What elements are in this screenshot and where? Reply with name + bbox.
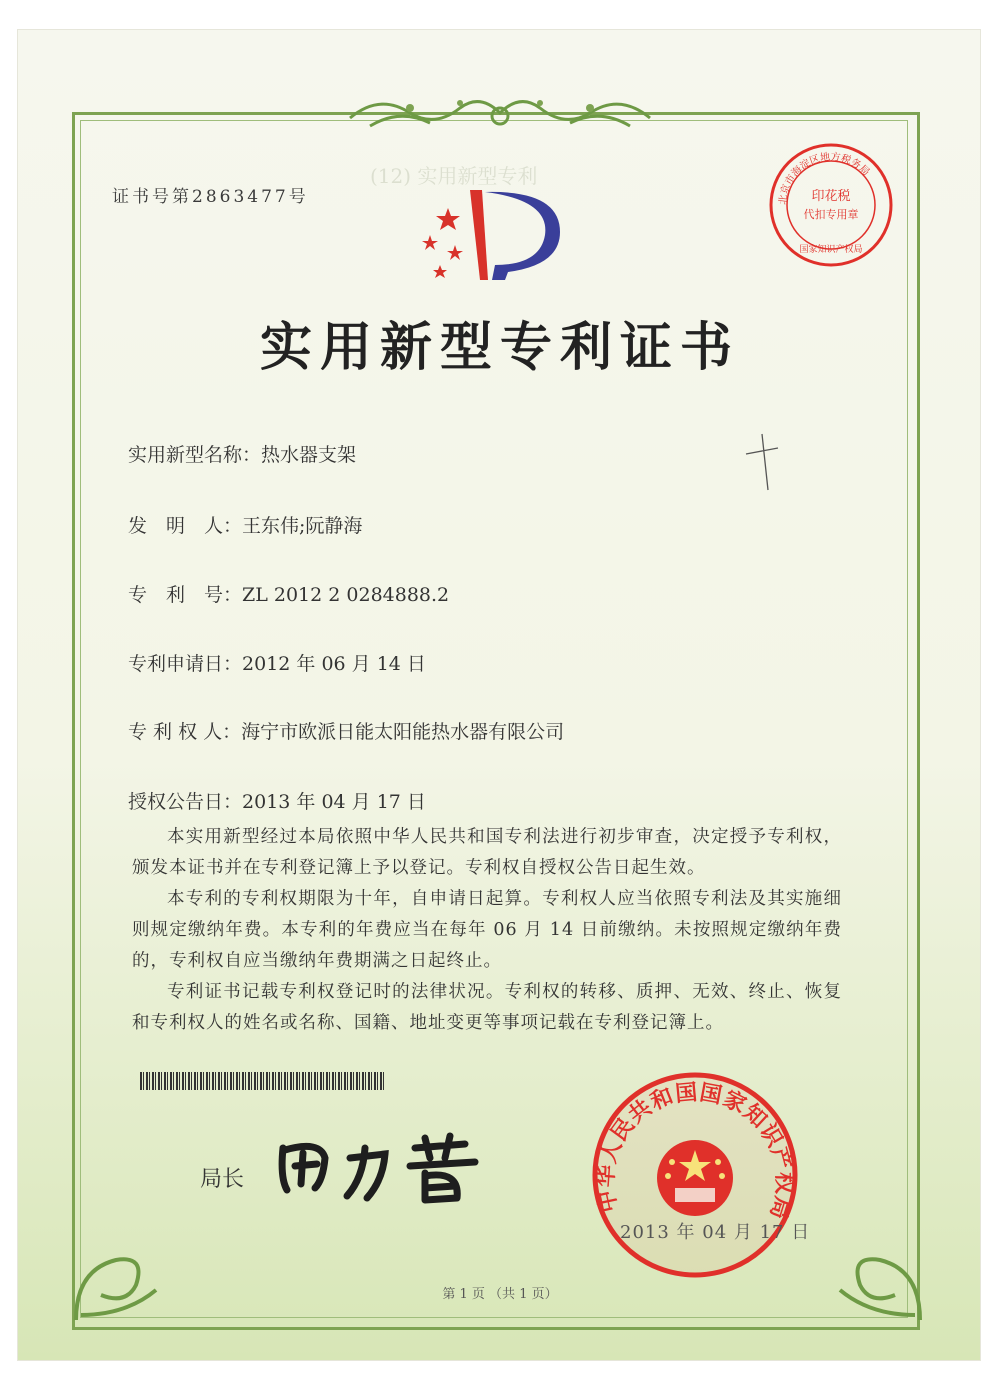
body-paragraph-1: 本实用新型经过本局依照中华人民共和国专利法进行初步审查，决定授予专利权，颁发本证书并在专利登记簿上予以登记。专利权自授权公告日起生效。 bbox=[132, 827, 842, 878]
filing-date-row bbox=[128, 649, 426, 676]
tax-seal-ring-text: 北京市海淀区地方税务局 bbox=[777, 151, 872, 206]
utility-model-name-row bbox=[128, 440, 356, 467]
director-label: 局长 bbox=[200, 1167, 245, 1192]
bottom-left-ornament-icon bbox=[66, 1230, 176, 1330]
certificate-title: 实用新型专利证书 bbox=[259, 317, 740, 378]
director-signature-icon bbox=[265, 1118, 495, 1208]
patent-number-value: ZL 2012 2 0284888.2 bbox=[242, 584, 450, 606]
inventor-label: 发 明 人： bbox=[128, 515, 243, 537]
utility-model-name-value: 热水器支架 bbox=[261, 444, 357, 466]
patent-number-row bbox=[128, 580, 449, 607]
tax-seal-line-2: 代扣专用章 bbox=[803, 208, 859, 221]
certificate-body bbox=[132, 822, 842, 1039]
body-paragraph-3: 专利证书记载专利权登记时的法律状况。专利权的转移、质押、无效、终止、恢复和专利权人的姓名或名称、国籍、地址变更等事项记载在专利登记簿上。 bbox=[132, 982, 842, 1033]
patent-number-label: 专 利 号： bbox=[128, 584, 243, 606]
utility-model-name-label: 实用新型名称： bbox=[128, 444, 262, 466]
inventor-row bbox=[128, 511, 362, 538]
filing-date-label: 专利申请日： bbox=[128, 653, 243, 675]
patentee-row bbox=[128, 717, 564, 744]
barcode bbox=[140, 1072, 385, 1090]
grant-date-row bbox=[128, 787, 426, 814]
handwritten-mark-icon bbox=[742, 432, 782, 492]
certificate-number: 证书号第2863477号 bbox=[112, 187, 309, 207]
page-number: 第 1 页 （共 1 页） bbox=[442, 1287, 558, 1302]
seal-date: 2013 年 04 月 17 日 bbox=[620, 1222, 811, 1243]
tax-stamp-seal-icon bbox=[766, 140, 896, 270]
inventor-value: 王东伟;阮静海 bbox=[242, 515, 363, 537]
top-ornament-icon bbox=[340, 88, 660, 138]
patent-office-logo-icon bbox=[410, 180, 580, 290]
national-seal-ring-text: 中华人民共和国国家知识产权局 bbox=[593, 1080, 797, 1223]
patentee-value: 海宁市欧派日能太阳能热水器有限公司 bbox=[241, 721, 565, 743]
faded-background-text: (12) 实用新型专利 bbox=[370, 164, 538, 188]
body-paragraph-2: 本专利的专利权期限为十年，自申请日起算。专利权人应当依照专利法及其实施细则规定缴纳年费。本专利的年费应当在每年 06 月 14 日前缴纳。未按照规定缴纳年费的，专利权自应当缴纳年费期满之日起终止。 bbox=[132, 889, 842, 971]
patentee-label: 专 利 权 人： bbox=[128, 721, 242, 743]
tax-seal-bottom-text: 国家知识产权局 bbox=[799, 245, 863, 255]
grant-date-label: 授权公告日： bbox=[128, 791, 243, 813]
tax-seal-line-1: 印花税 bbox=[811, 189, 851, 204]
filing-date-value: 2012 年 06 月 14 日 bbox=[242, 653, 426, 675]
national-ip-office-seal-icon bbox=[590, 1070, 800, 1280]
grant-date-value: 2013 年 04 月 17 日 bbox=[242, 791, 426, 813]
bottom-right-ornament-icon bbox=[820, 1230, 930, 1330]
